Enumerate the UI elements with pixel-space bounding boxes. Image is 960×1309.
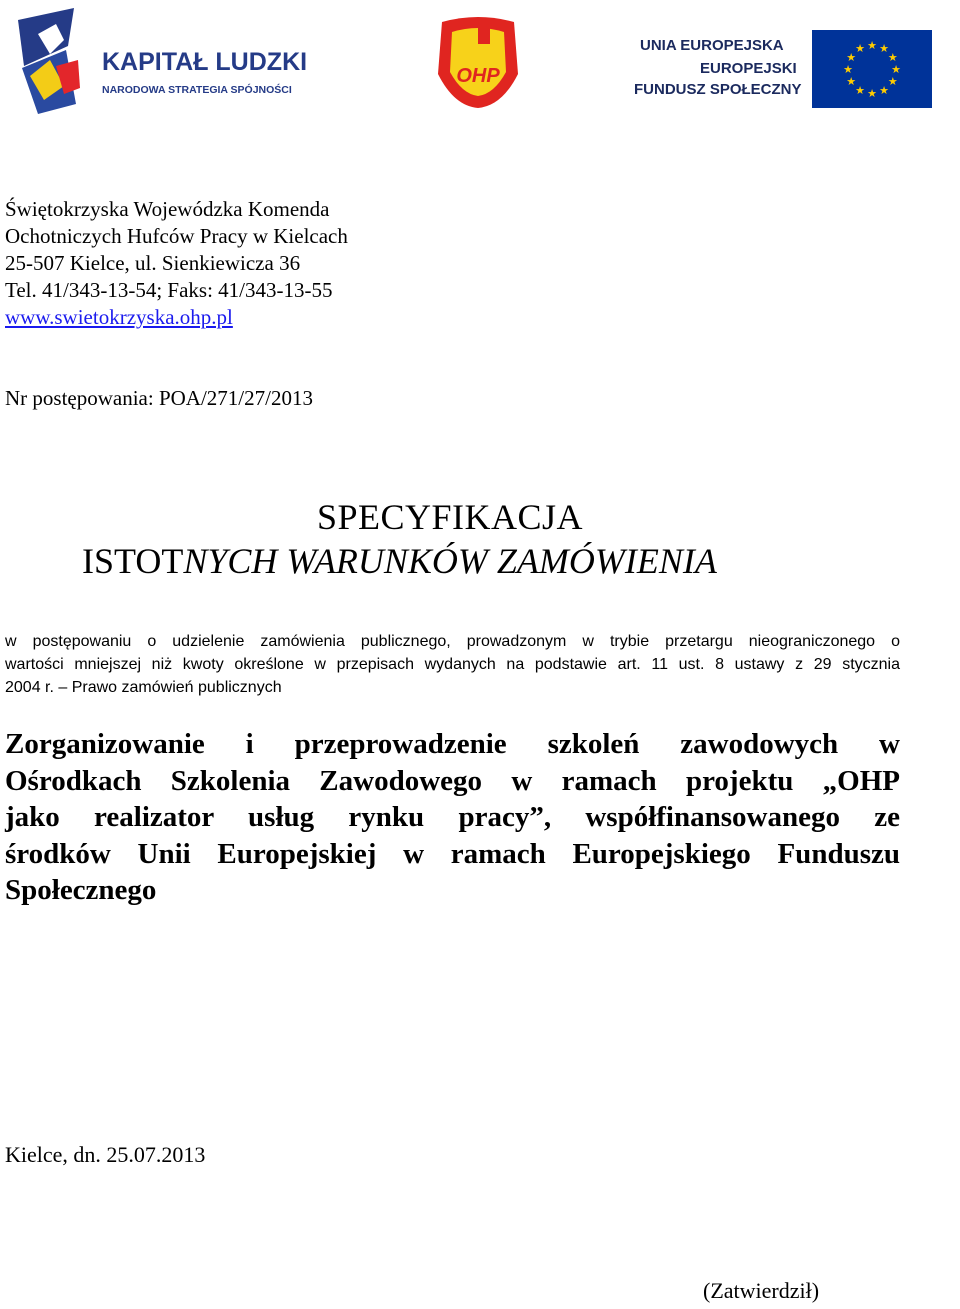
intro-paragraph — [5, 630, 900, 699]
kl-title-text: KAPITAŁ LUDZKI — [102, 48, 308, 76]
org-address: 25-507 Kielce, ul. Sienkiewicza 36 — [5, 251, 301, 275]
eu-star-icon: ★ — [891, 63, 901, 76]
eu-star-icon: ★ — [855, 83, 865, 97]
approval-note: (Zatwierdził) — [703, 1278, 820, 1303]
subject-line: Ośrodkach Szkolenia Zawodowego w ramach projektu „OHP — [5, 764, 900, 797]
eu-star-icon: ★ — [846, 75, 857, 88]
eu-star-icon: ★ — [887, 75, 898, 88]
case-number: Nr postępowania: POA/271/27/2013 — [5, 386, 313, 410]
kapital-ludzki-logo — [4, 6, 334, 118]
ohp-logo-text: OHP — [456, 65, 500, 87]
org-name-line1: Świętokrzyska Wojewódzka Komenda — [5, 197, 330, 221]
eu-line1-text: UNIA EUROPEJSKA — [640, 37, 784, 54]
eu-star-icon: ★ — [846, 51, 857, 64]
place-date: Kielce, dn. 25.07.2013 — [5, 1142, 206, 1167]
intro-line: wartości mniejszej niż kwoty określone w przepisach wydanych na podstawie art. 11 ust. 8 ustawy z 29 stycznia — [5, 656, 900, 673]
eu-star-icon: ★ — [867, 39, 877, 52]
title-line2-italic: NYCH WARUNKÓW ZAMÓWIENIA — [183, 541, 717, 581]
eu-logo — [630, 28, 935, 108]
eu-line3-text: FUNDUSZ SPOŁECZNY — [634, 81, 802, 98]
title-line2-upright: ISTOT — [82, 541, 184, 581]
intro-line: 2004 r. – Prawo zamówień publicznych — [5, 679, 282, 696]
subject-line: jako realizator usług rynku pracy”, współfinansowanego ze — [5, 801, 900, 833]
subject-line: Społecznego — [5, 874, 157, 906]
eu-star-icon: ★ — [879, 83, 889, 97]
eu-star-icon: ★ — [887, 51, 898, 64]
eu-star-icon: ★ — [867, 87, 877, 100]
org-name-line2: Ochotniczych Hufców Pracy w Kielcach — [5, 224, 348, 248]
kl-subtitle-text: NARODOWA STRATEGIA SPÓJNOŚCI — [102, 84, 292, 96]
website-link[interactable]: www.swietokrzyska.ohp.pl — [5, 305, 233, 329]
title-line2 — [82, 540, 717, 582]
eu-star-icon: ★ — [879, 42, 889, 56]
title-line1: SPECYFIKACJA — [316, 497, 584, 537]
eu-line2-text: EUROPEJSKI — [700, 60, 797, 77]
eu-star-icon: ★ — [855, 42, 865, 56]
subject-line: Zorganizowanie i przeprowadzenie szkoleń zawodowych w — [5, 728, 900, 760]
subject-heading — [5, 726, 900, 909]
intro-line: w postępowaniu o udzielenie zamówienia publicznego, prowadzonym w trybie przetargu nieograniczonego o — [5, 633, 900, 650]
subject-line: środków Unii Europejskiej w ramach Europejskiego Funduszu — [5, 837, 900, 870]
org-phone: Tel. 41/343-13-54; Faks: 41/343-13-55 — [5, 278, 333, 302]
ohp-logo — [432, 14, 524, 110]
eu-star-icon: ★ — [843, 63, 853, 76]
